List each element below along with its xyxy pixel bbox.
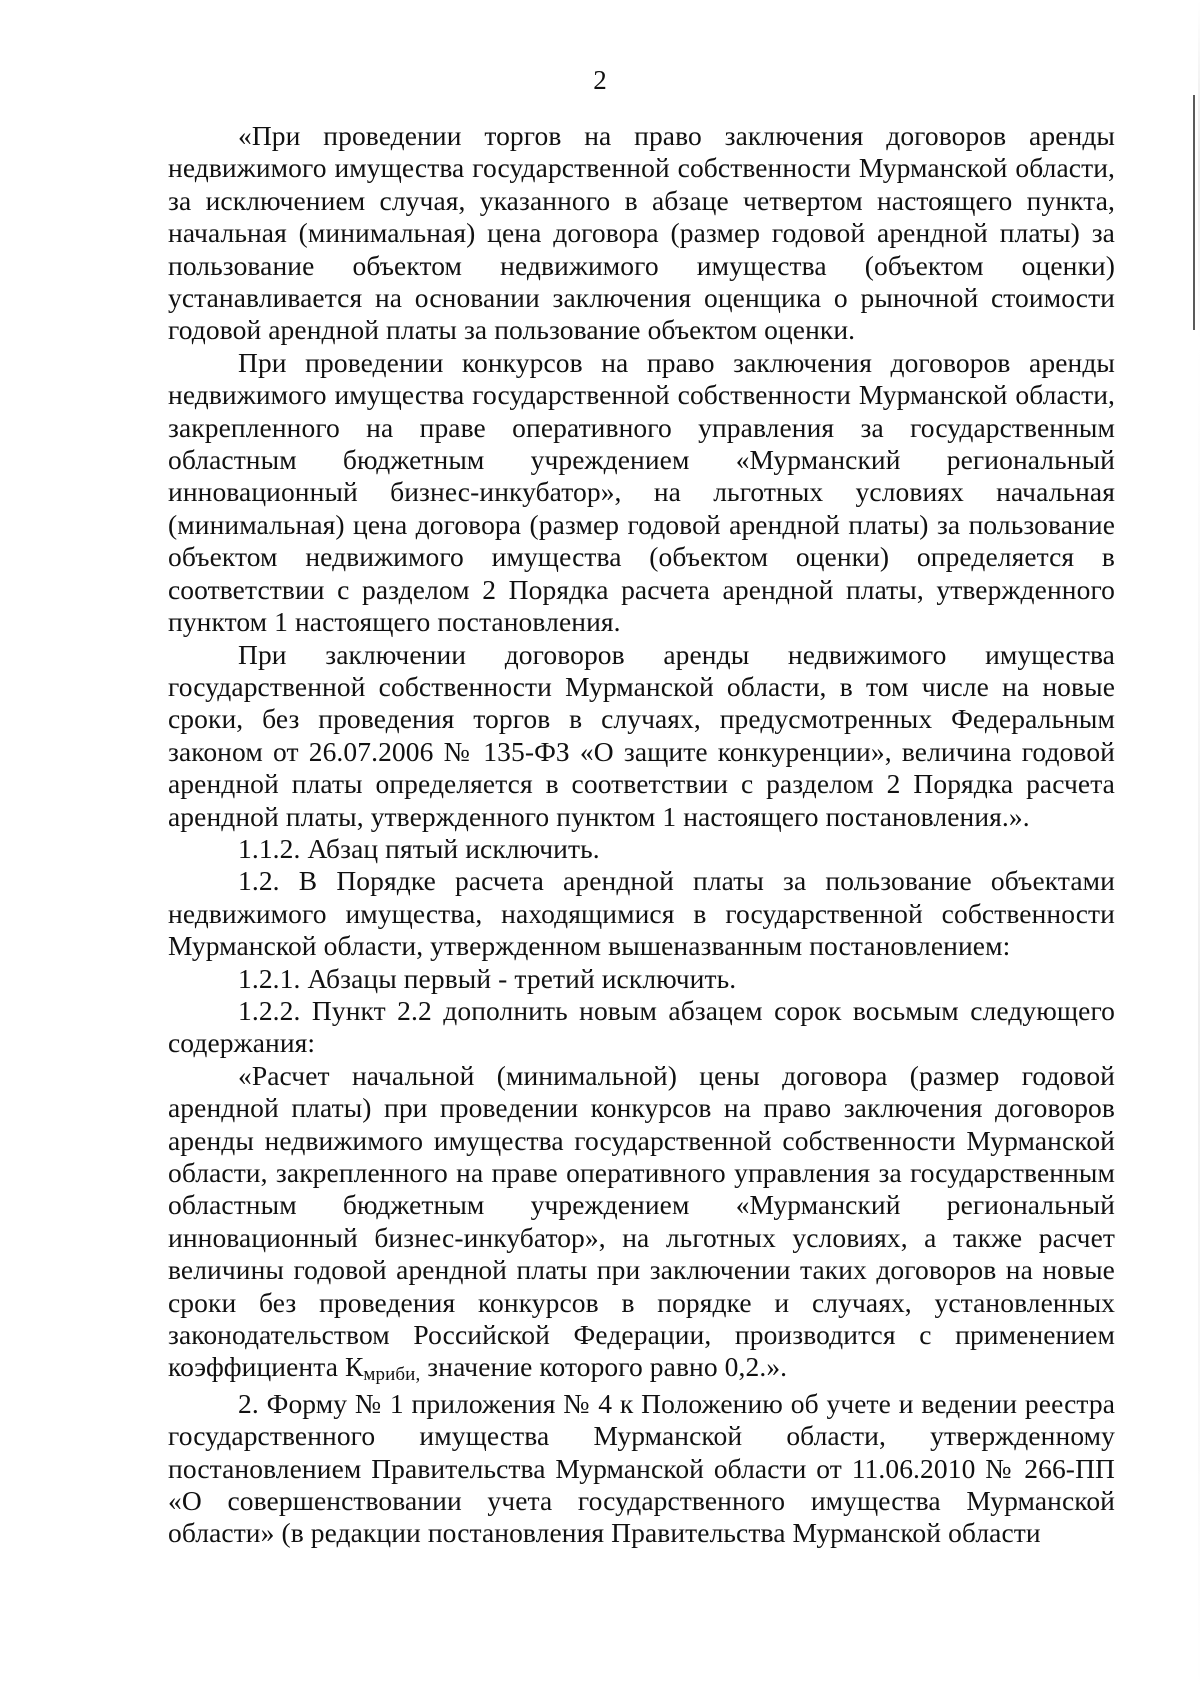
paragraph-1-2-2: 1.2.2. Пункт 2.2 дополнить новым абзацем сорок восьмым следующего содержания: [168, 994, 1115, 1059]
paragraph-2: 2. Форму № 1 приложения № 4 к Положению об учете и ведении реестра государственного имущества Мурманской области, утвержденному постановлением Правительства Мурманской области от 11.06.2010 № 266-ПП «О совершенствовании учета государственного имущества Мурманской области» (в редакции постановления Правительства Мурманской области [168, 1387, 1115, 1549]
coefficient-subscript: мриби, [363, 1364, 421, 1386]
paragraph-no-auction: При заключении договоров аренды недвижимого имущества государственной собственности Мурманской области, в том числе на новые сроки, без проведения торгов в случаях, предусмотренных Федеральным законом от 26.07.2006 № 135-ФЗ «О защите конкуренции», величина годовой арендной платы определяется в соответствии с разделом 2 Порядка расчета арендной платы, утвержденного пунктом 1 настоящего постановления.». [168, 638, 1115, 832]
paragraph-auction-price: «При проведении торгов на право заключения договоров аренды недвижимого имущества государственной собственности Мурманской области, за исключением случая, указанного в абзаце четвертом настоящего пункта, начальная (минимальная) цена договора (размер годовой арендной платы) за пользование объектом недвижимого имущества (объектом оценки) устанавливается на основании заключения оценщика о рыночной стоимости годовой арендной платы за пользование объектом оценки. [168, 120, 1115, 346]
scan-mark-artifact [1193, 95, 1195, 330]
paragraph-1-2-1: 1.2.1. Абзацы первый - третий исключить. [238, 962, 737, 994]
coefficient-text-before: «Расчет начальной (минимальной) цены договора (размер годовой арендной платы) при проведении конкурсов на право заключения договоров аренды недвижимого имущества государственной собственности Мурманской области, закрепленного на праве оперативного управления за государственным областным бюджетным учреждением «Мурманский региональный инновационный бизнес-инкубатор», на льготных условиях, а также расчет величины годовой арендной платы при заключении таких договоров на новые сроки без проведения конкурсов в порядке и случаях, установленных законодательством Российской Федерации, производится с применением коэффициента К [168, 1059, 1115, 1383]
document-body [168, 120, 1115, 1550]
page-number: 2 [593, 65, 607, 95]
coefficient-text-after: значение которого равно 0,2.». [420, 1351, 788, 1383]
paragraph-coefficient [168, 1060, 1115, 1388]
paragraph-contest-incubator: При проведении конкурсов на право заключения договоров аренды недвижимого имущества государственной собственности Мурманской области, закрепленного на праве оперативного управления за государственным областным бюджетным учреждением «Мурманский региональный инновационный бизнес-инкубатор», на льготных условиях начальная (минимальная) цена договора (размер годовой арендной платы) за пользование объектом недвижимого имущества (объектом оценки) определяется в соответствии с разделом 2 Порядка расчета арендной платы, утвержденного пунктом 1 настоящего постановления. [168, 346, 1115, 638]
paragraph-1-1-2: 1.1.2. Абзац пятый исключить. [238, 832, 600, 864]
paragraph-1-2: 1.2. В Порядке расчета арендной платы за пользование объектами недвижимого имущества, находящимися в государственной собственности Мурманской области, утвержденном вышеназванным постановлением: [168, 865, 1115, 962]
